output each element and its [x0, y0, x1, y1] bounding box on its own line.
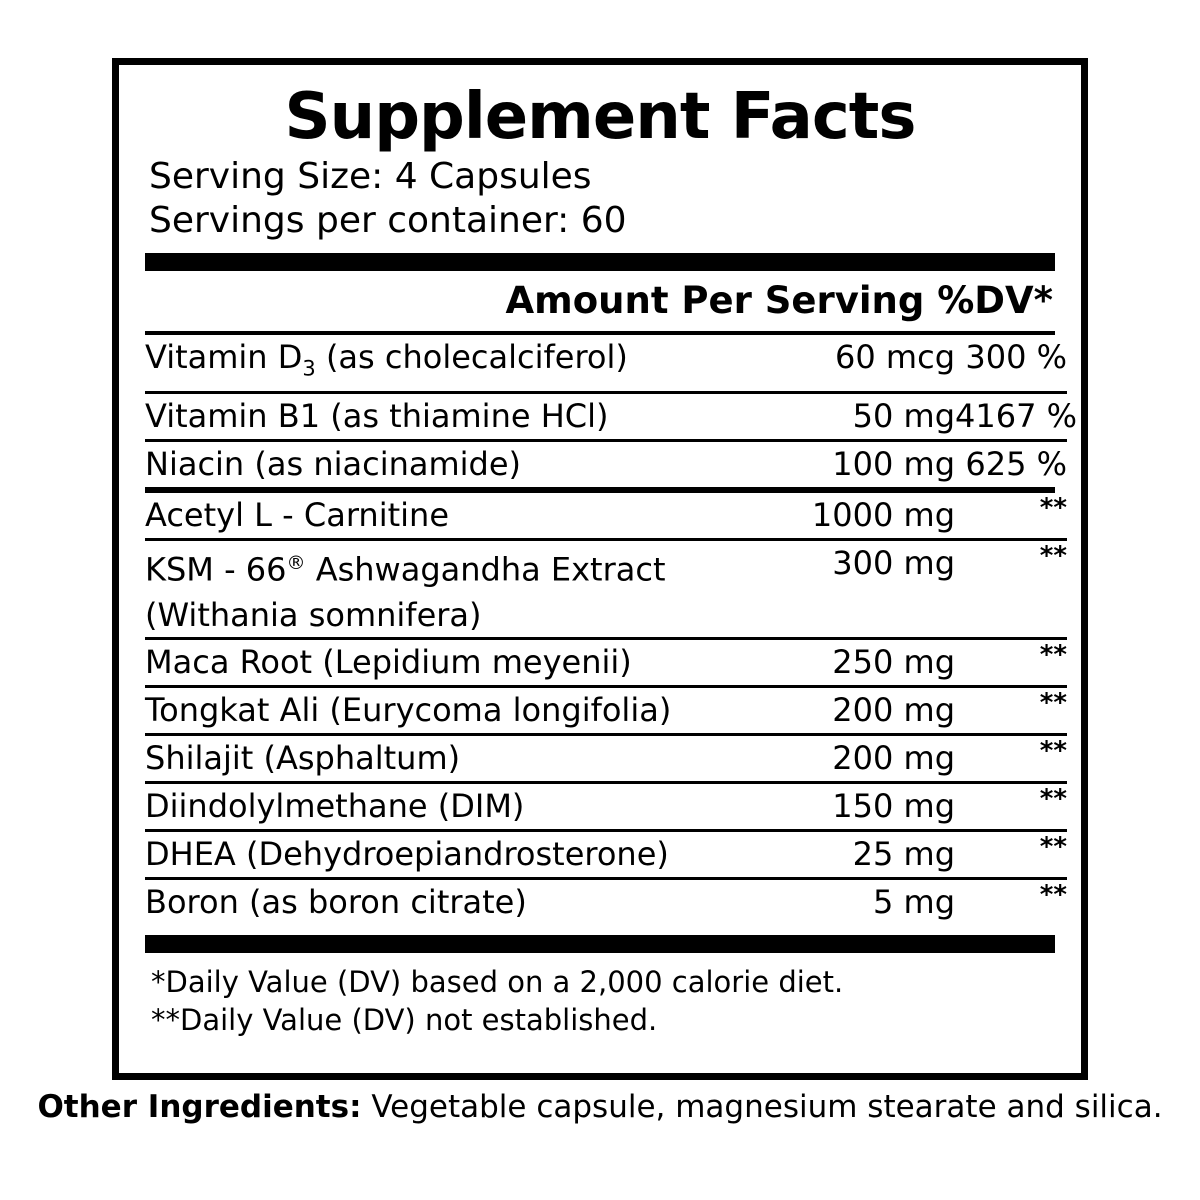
thick-divider-top: [145, 253, 1055, 271]
footnote-daily-value: *Daily Value (DV) based on a 2,000 calorie diet.: [151, 965, 844, 1000]
row-name-text: Vitamin D: [145, 338, 303, 376]
table-row: [145, 640, 1067, 685]
row-name-subscript: 3: [302, 356, 316, 381]
row-name: [145, 541, 785, 593]
servings-per-container: Servings per container: 60: [149, 200, 627, 241]
table-row: [145, 493, 1067, 538]
row-daily-value: 4167 %: [955, 397, 1078, 436]
row-name: Boron (as boron citrate): [145, 883, 527, 922]
table-row: [145, 394, 1067, 439]
table-row: [145, 880, 1067, 925]
row-amount: 200 mg: [832, 739, 955, 778]
row-name: Niacin (as niacinamide): [145, 445, 522, 484]
table-subrow: [145, 593, 1067, 637]
table-row: [145, 442, 1067, 487]
row-amount: 250 mg: [832, 643, 955, 682]
row-name-text: KSM - 66: [145, 551, 287, 590]
row-amount: 60 mcg: [835, 338, 955, 376]
row-name: Maca Root (Lepidium meyenii): [145, 643, 632, 682]
table-row: [145, 688, 1067, 733]
table-row: [145, 736, 1067, 781]
panel-title: Supplement Facts: [284, 80, 916, 154]
row-daily-value: **: [1039, 640, 1067, 671]
thick-divider-bottom: [145, 935, 1055, 953]
row-daily-value: **: [1039, 688, 1067, 719]
row-daily-value: **: [1039, 541, 1067, 572]
row-amount: 100 mg: [832, 445, 955, 484]
row-name-suffix: (as cholecalciferol): [315, 338, 628, 376]
row-subname: (Withania somnifera): [145, 596, 482, 635]
row-name: Tongkat Ali (Eurycoma longifolia): [145, 691, 672, 730]
row-amount: 1000 mg: [811, 496, 955, 535]
row-name: [145, 335, 785, 391]
row-daily-value: **: [1039, 832, 1067, 863]
row-daily-value: 625 %: [965, 445, 1067, 484]
row-daily-value: **: [1039, 736, 1067, 767]
row-name-suffix: Ashwagandha Extract: [305, 551, 666, 590]
footnote-not-established: **Daily Value (DV) not established.: [151, 1003, 658, 1038]
row-amount: 150 mg: [832, 787, 955, 826]
row-amount: 25 mg: [852, 835, 955, 874]
table-row: [145, 541, 1067, 593]
row-daily-value: **: [1039, 784, 1067, 815]
panel-inner: [145, 79, 1078, 1039]
table-row: [145, 832, 1067, 877]
supplement-facts-panel: [112, 58, 1088, 1080]
row-name: Acetyl L - Carnitine: [145, 496, 449, 535]
row-daily-value: **: [1039, 880, 1067, 911]
row-daily-value: 300 %: [965, 338, 1067, 376]
registered-trademark-icon: ®: [286, 552, 306, 575]
row-amount: 300 mg: [832, 544, 955, 583]
other-ingredients: [0, 1088, 1200, 1126]
amount-per-serving-header: Amount Per Serving %DV*: [505, 279, 1053, 322]
row-amount: 200 mg: [832, 691, 955, 730]
row-name: Shilajit (Asphaltum): [145, 739, 461, 778]
table-row: [145, 784, 1067, 829]
row-name: DHEA (Dehydroepiandrosterone): [145, 835, 669, 874]
row-amount: 50 mg: [852, 397, 955, 436]
row-name: Vitamin B1 (as thiamine HCl): [145, 397, 609, 436]
serving-size: Serving Size: 4 Capsules: [149, 156, 592, 197]
table-row: [145, 335, 1067, 391]
other-ingredients-label: Other Ingredients:: [37, 1089, 362, 1125]
nutrient-table: [145, 335, 1078, 487]
row-daily-value: **: [1039, 493, 1067, 524]
herbal-table: [145, 493, 1067, 925]
row-name: Diindolylmethane (DIM): [145, 787, 525, 826]
other-ingredients-text: Vegetable capsule, magnesium stearate and silica.: [361, 1089, 1163, 1125]
row-amount: 5 mg: [872, 883, 955, 922]
